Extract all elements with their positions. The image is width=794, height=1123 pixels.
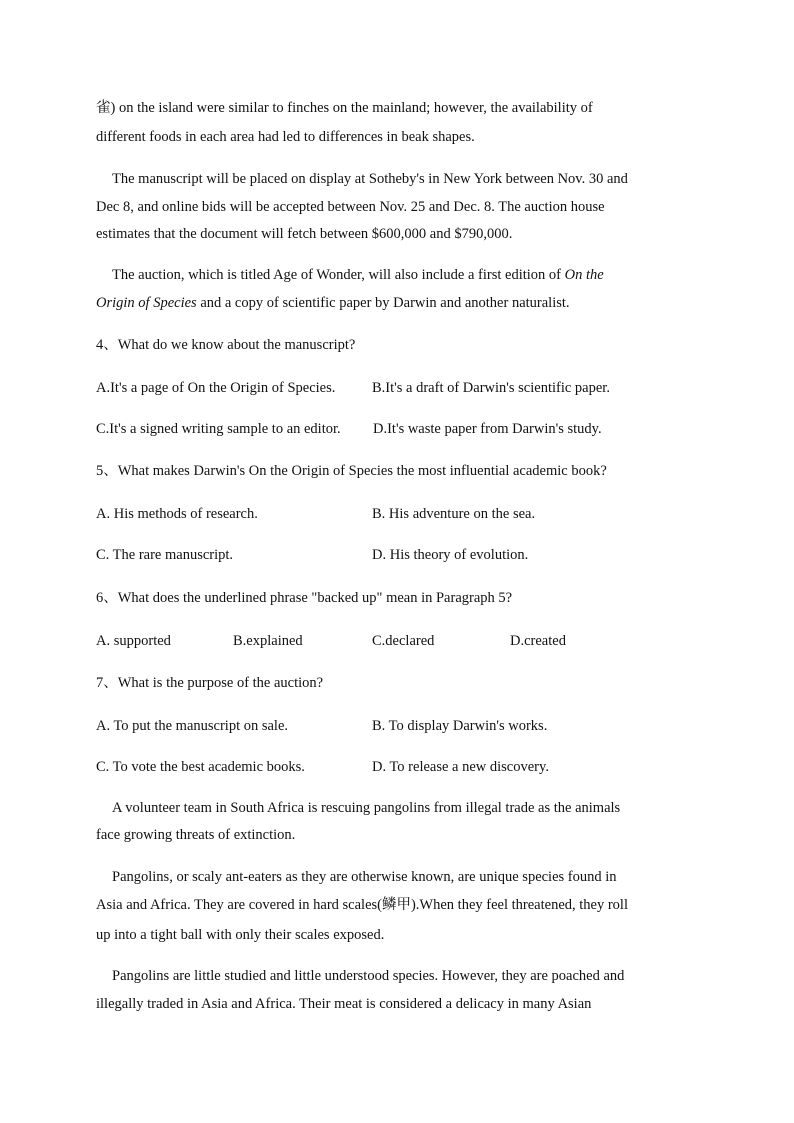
question-stem: 7、What is the purpose of the auction? (96, 675, 324, 691)
passage-line: different foods in each area had led to differences in beak shapes. (96, 129, 475, 145)
passage-line: The manuscript will be placed on display at Sotheby's in New York between Nov. 30 and (112, 171, 628, 187)
passage-line (112, 266, 604, 284)
passage-line (96, 294, 570, 312)
book-title-italic: On the (564, 267, 604, 283)
book-title-italic: Origin of Species (96, 295, 197, 311)
option-c: C. To vote the best academic books. (96, 759, 305, 775)
option-a: A. To put the manuscript on sale. (96, 718, 289, 734)
option-a: A. supported (96, 633, 171, 649)
option-d: D. To release a new discovery. (372, 759, 549, 775)
option-d: D.It's waste paper from Darwin's study. (373, 421, 602, 437)
option-d: D.created (510, 633, 566, 649)
option-c: C.declared (372, 633, 435, 649)
auction-text: and a copy of scientific paper by Darwin and another naturalist. (196, 295, 570, 311)
option-a: A. His methods of research. (96, 506, 258, 522)
auction-text: The auction, which is titled Age of Wonder, will also include a first edition of (112, 267, 561, 283)
question-stem: 6、What does the underlined phrase "backed up" mean in Paragraph 5? (96, 590, 513, 606)
passage-line: up into a tight ball with only their scales exposed. (96, 927, 385, 943)
option-b: B. To display Darwin's works. (372, 718, 548, 734)
passage-line: Pangolins are little studied and little understood species. However, they are poached and (112, 968, 625, 984)
option-c: C.It's a signed writing sample to an editor. (96, 421, 341, 437)
option-b: B. His adventure on the sea. (372, 506, 536, 522)
question-stem: 4、What do we know about the manuscript? (96, 337, 356, 353)
passage-line: face growing threats of extinction. (96, 827, 296, 843)
passage-line: Pangolins, or scaly ant-eaters as they are otherwise known, are unique species found in (112, 869, 617, 885)
passage-line: Asia and Africa. They are covered in hard scales(鳞甲).When they feel threatened, they roll (96, 897, 628, 913)
option-c: C. The rare manuscript. (96, 547, 234, 563)
passage-line: estimates that the document will fetch between $600,000 and $790,000. (96, 226, 513, 242)
option-a: A.It's a page of On the Origin of Species. (96, 380, 336, 396)
question-stem: 5、What makes Darwin's On the Origin of Species the most influential academic book? (96, 463, 607, 479)
passage-line: illegally traded in Asia and Africa. Their meat is considered a delicacy in many Asian (96, 996, 592, 1012)
option-d: D. His theory of evolution. (372, 547, 529, 563)
passage-line: Dec 8, and online bids will be accepted between Nov. 25 and Dec. 8. The auction house (96, 199, 605, 215)
option-b: B.It's a draft of Darwin's scientific paper. (372, 380, 610, 396)
passage-line: A volunteer team in South Africa is rescuing pangolins from illegal trade as the animals (112, 800, 621, 816)
passage-line: 雀) on the island were similar to finches on the mainland; however, the availability of (96, 100, 593, 116)
option-b: B.explained (233, 633, 303, 649)
